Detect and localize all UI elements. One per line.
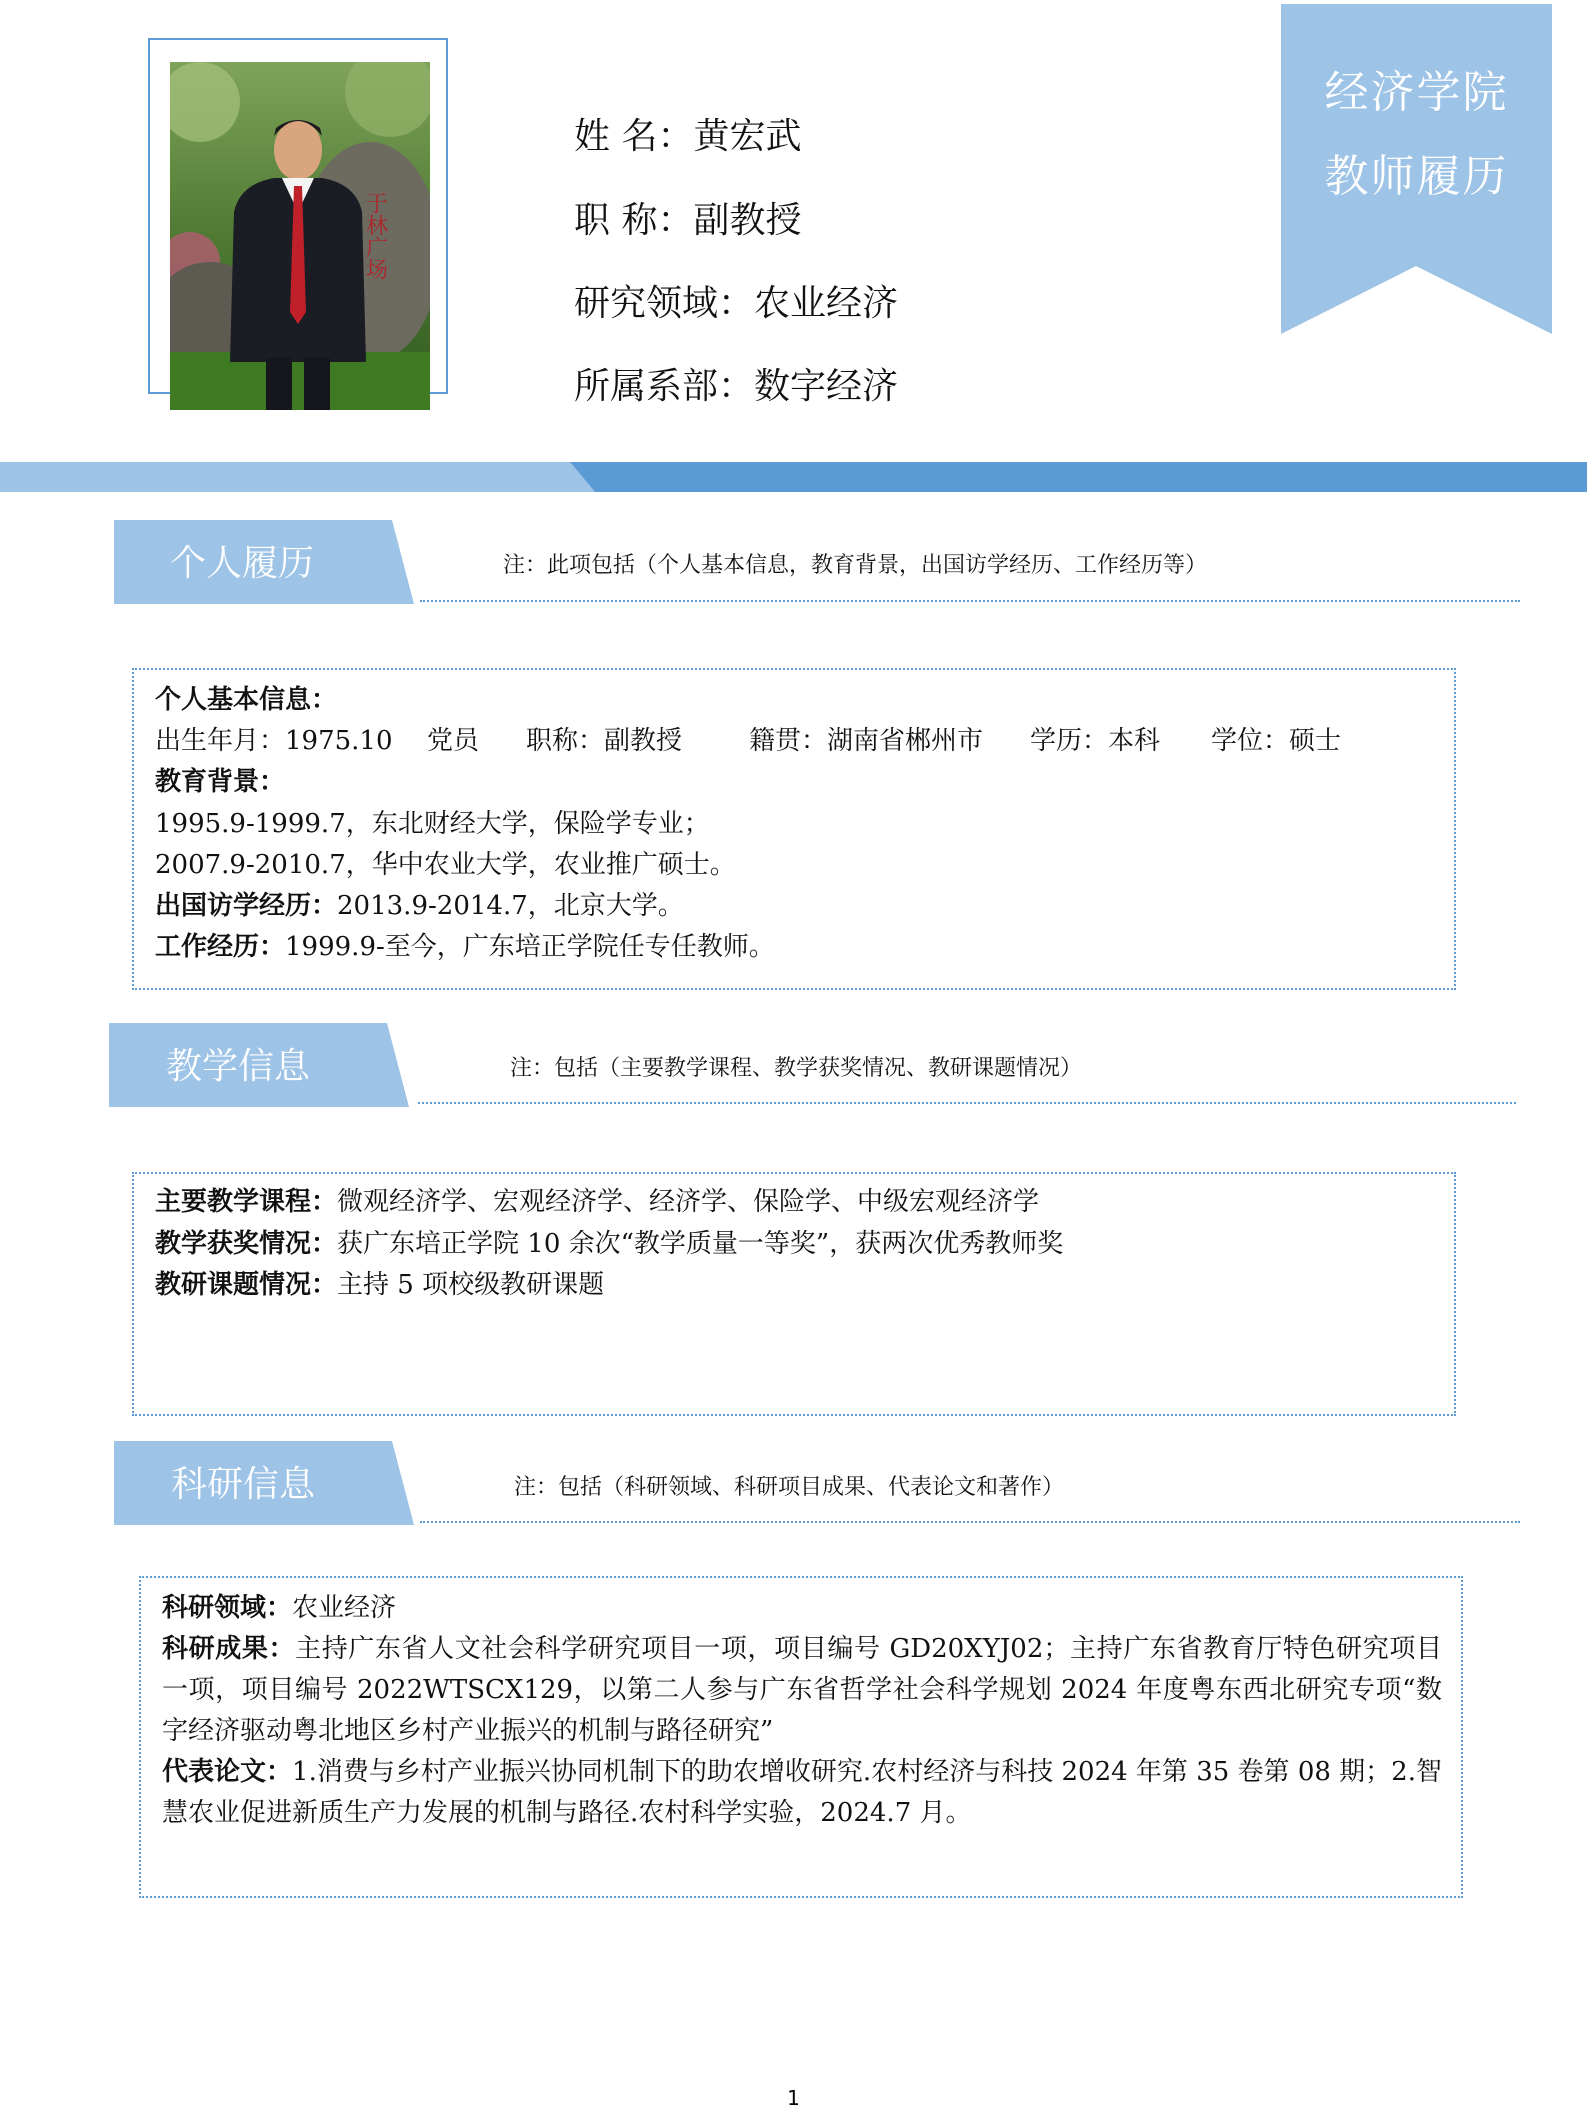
education-item-1: 1995.9-1999.7，东北财经大学，保险学专业； <box>155 809 710 839</box>
education-item-2: 2007.9-2010.7，华中农业大学，农业推广硕士。 <box>155 850 736 880</box>
section-title-resume: 个人履历 <box>170 543 315 584</box>
projects-line <box>155 1265 604 1306</box>
courses-value: 微观经济学、宏观经济学、经济学、保险学、中级宏观经济学 <box>337 1187 1040 1217</box>
section-note-resume: 注：此项包括（个人基本信息，教育背景，出国访学经历、工作经历等） <box>503 553 1208 578</box>
projects-label: 教研课题情况： <box>155 1270 338 1300</box>
courses-label: 主要教学课程： <box>155 1187 338 1217</box>
courses-line <box>155 1182 1039 1223</box>
work-label: 工作经历： <box>155 932 286 962</box>
papers-paragraph <box>162 1752 1442 1834</box>
papers-value: 1.消费与乡村产业振兴协同机制下的助农增收研究.农村经济与科技 2024 年第 35 卷第 08 期；2.智慧农业促进新质生产力发展的机制与路径.农村科学实验，2024.7 月。 <box>162 1757 1442 1828</box>
basic-info-label: 个人基本信息： <box>155 685 338 715</box>
section-title-research: 科研信息 <box>171 1464 316 1505</box>
stone-inscription: 于林广场 <box>362 192 388 280</box>
profile-research-field: 研究领域：农业经济 <box>574 283 899 324</box>
projects-value: 主持 5 项校级教研课题 <box>337 1270 605 1300</box>
abroad-label: 出国访学经历： <box>155 891 338 921</box>
research-results-label: 科研成果： <box>162 1634 296 1664</box>
ribbon-college-name: 经济学院 <box>1324 67 1509 118</box>
basic-degree: 学位：硕士 <box>1211 726 1342 756</box>
research-field-label: 科研领域： <box>162 1593 293 1623</box>
section-underline <box>420 1521 1520 1523</box>
basic-title: 职称：副教授 <box>526 726 683 756</box>
abroad-value: 2013.9-2014.7，北京大学。 <box>337 891 684 921</box>
profile-name: 姓 名：黄宏武 <box>574 116 802 157</box>
research-results-paragraph <box>162 1629 1442 1752</box>
section-underline <box>418 1102 1516 1104</box>
work-value: 1999.9-至今，广东培正学院任专任教师。 <box>285 932 775 962</box>
awards-value: 获广东培正学院 10 余次“教学质量一等奖”，获两次优秀教师奖 <box>337 1229 1064 1259</box>
research-results-value: 主持广东省人文社会科学研究项目一项，项目编号 GD20XYJ02；主持广东省教育厅特色研究项目一项，项目编号 2022WTSCX129，以第二人参与广东省哲学社会科学规划 2024 年度粤东西北研究专项“数字经济驱动粤北地区乡村产业振兴的机制与路径研究” <box>162 1634 1442 1746</box>
work-line <box>155 927 775 968</box>
basic-birth: 出生年月：1975.10 <box>155 726 393 756</box>
section-underline <box>420 600 1520 602</box>
papers-label: 代表论文： <box>162 1757 293 1787</box>
basic-education: 学历：本科 <box>1030 726 1161 756</box>
profile-department: 所属系部：数字经济 <box>574 366 899 407</box>
section-note-research: 注：包括（科研领域、科研项目成果、代表论文和著作） <box>514 1475 1065 1500</box>
basic-hometown: 籍贯：湖南省郴州市 <box>749 726 984 756</box>
section-note-teaching: 注：包括（主要教学课程、教学获奖情况、教研课题情况） <box>510 1056 1083 1081</box>
abroad-line <box>155 886 684 927</box>
research-field-line <box>162 1588 396 1629</box>
ribbon-subtitle: 教师履历 <box>1324 151 1509 202</box>
basic-party: 党员 <box>427 726 480 756</box>
research-field-value: 农业经济 <box>292 1593 397 1623</box>
awards-line <box>155 1224 1063 1265</box>
profile-title: 职 称：副教授 <box>574 200 802 241</box>
page-number: 1 <box>787 2086 800 2110</box>
awards-label: 教学获奖情况： <box>155 1229 338 1259</box>
section-title-teaching: 教学信息 <box>166 1046 311 1087</box>
profile-photo <box>170 62 430 410</box>
header-divider-band <box>0 462 1587 492</box>
education-label: 教育背景： <box>155 767 286 797</box>
